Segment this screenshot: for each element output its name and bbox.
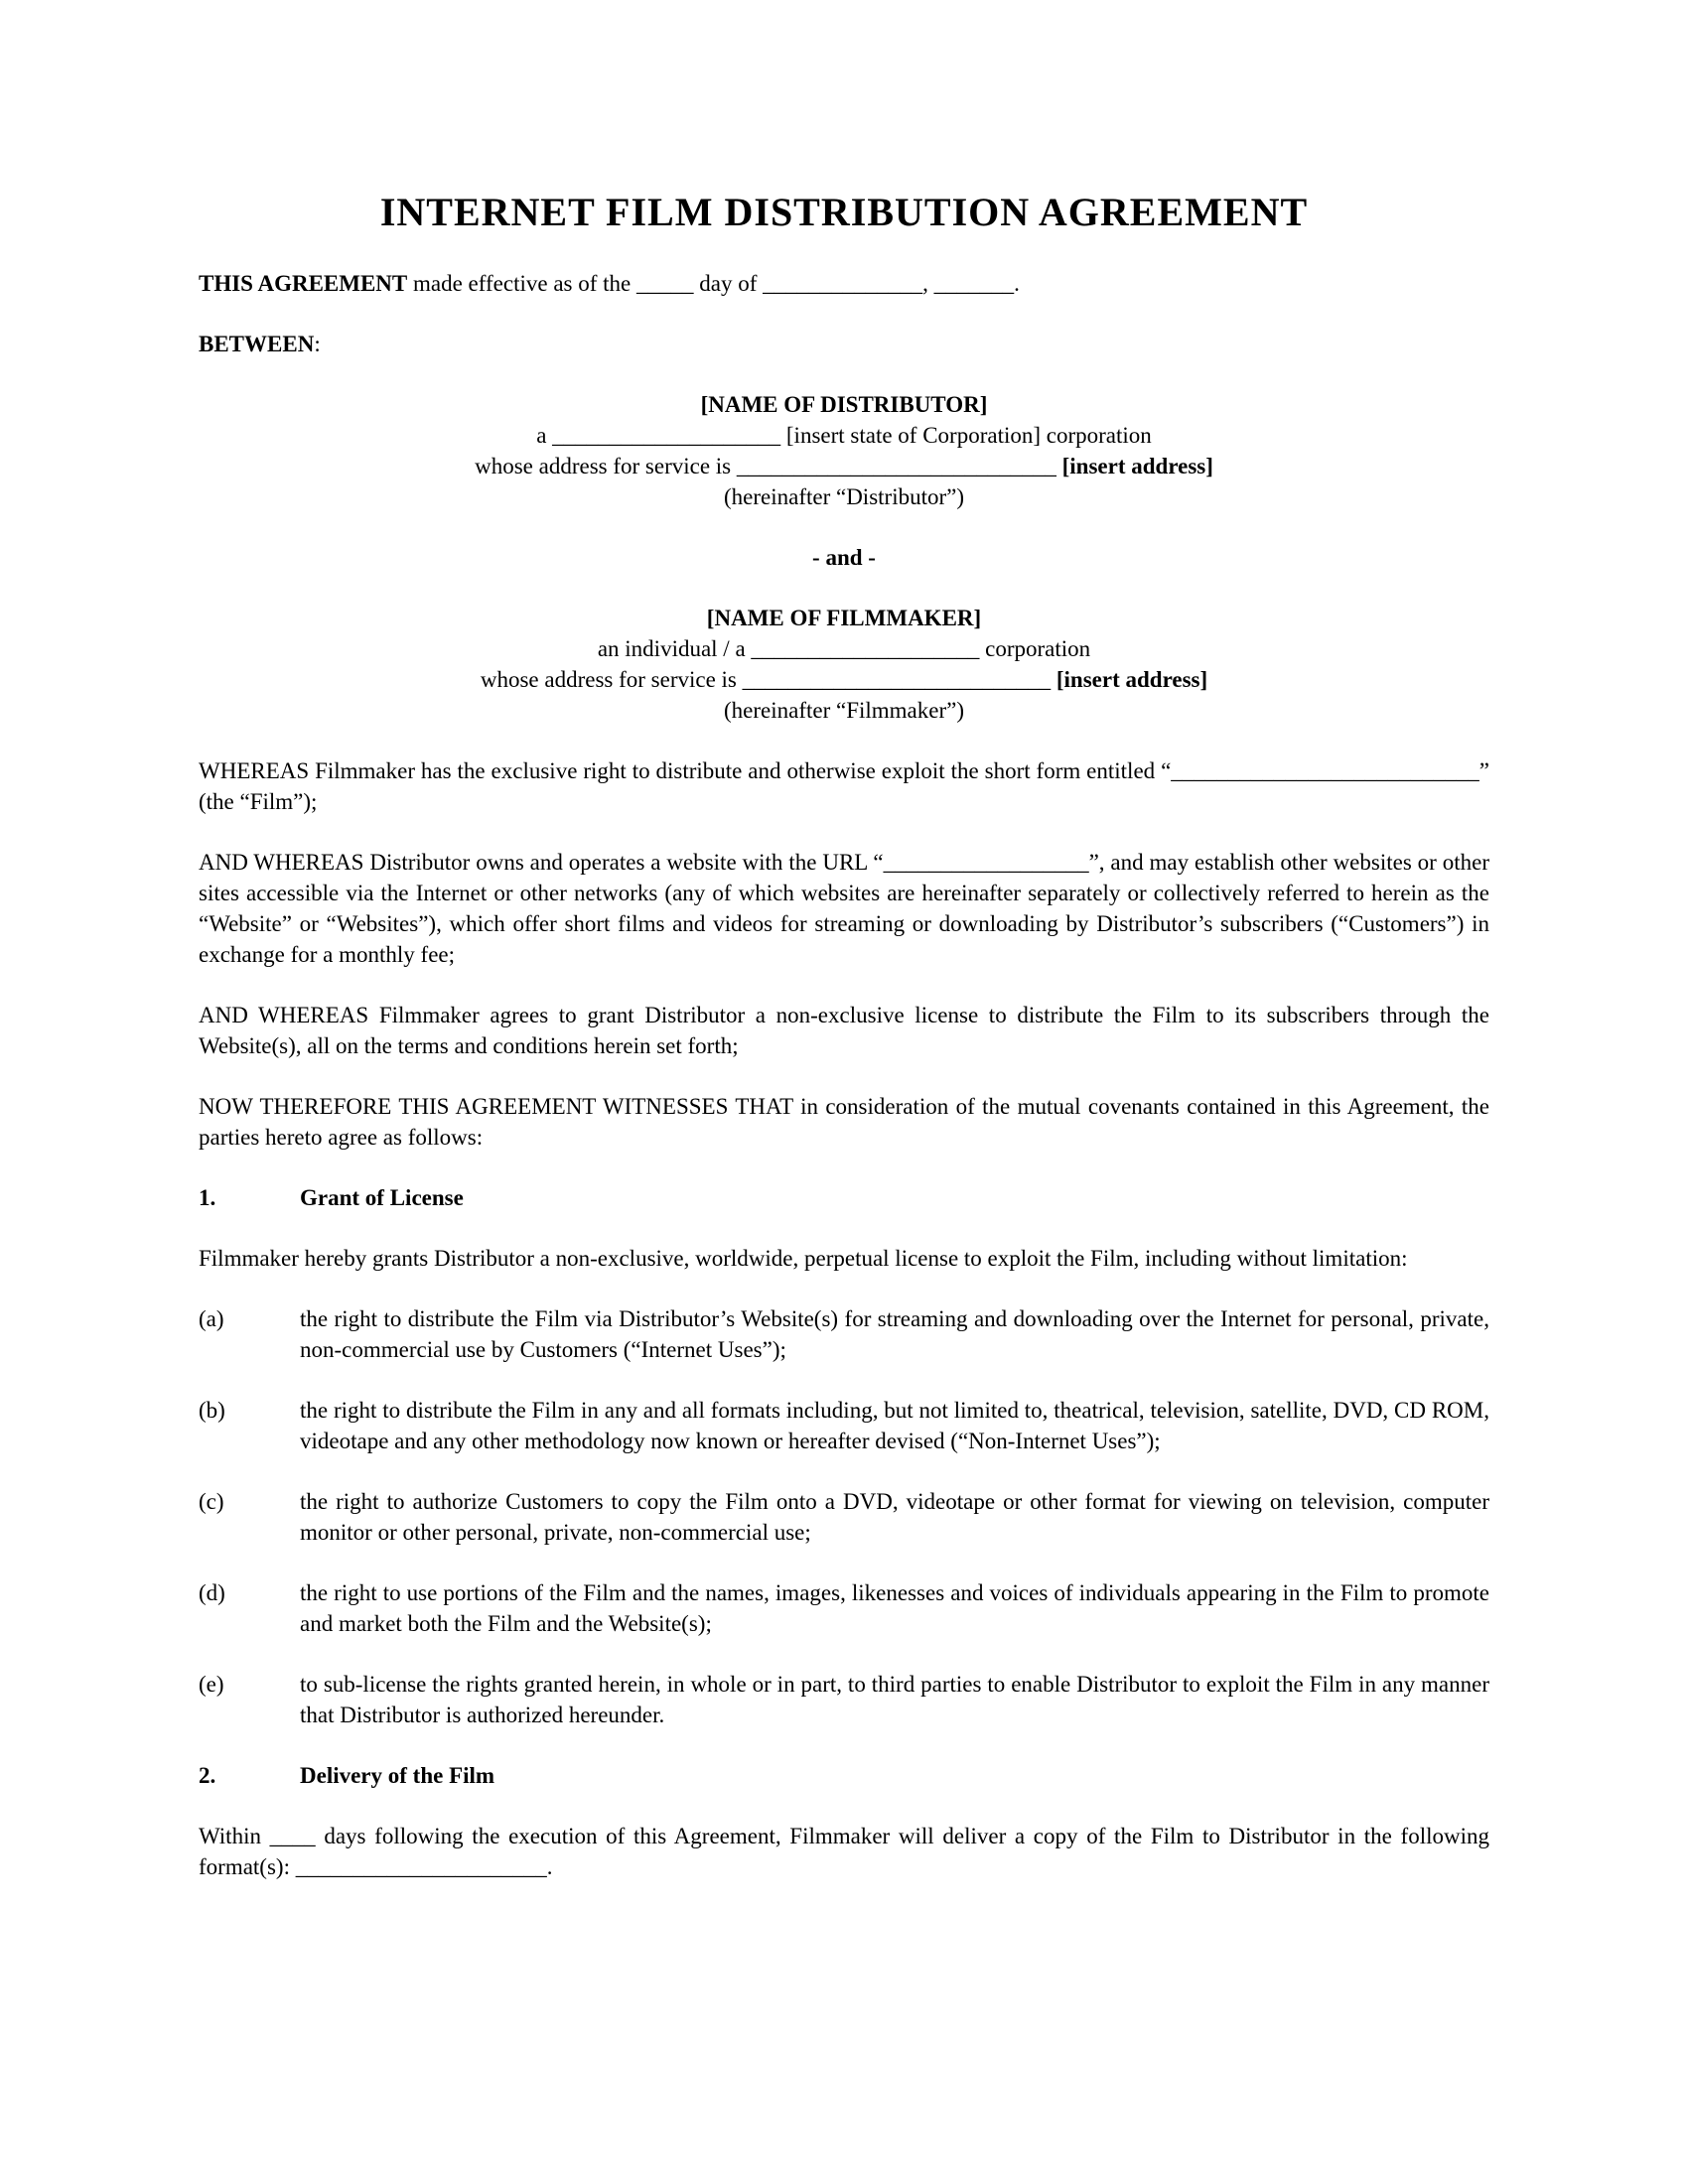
- between-word: BETWEEN: [199, 332, 315, 356]
- clause-b-label: (b): [199, 1398, 225, 1423]
- recital-now-therefore: NOW THEREFORE THIS AGREEMENT WITNESSES THAT in consideration of the mutual covenants contained in this Agreement, the parties hereto agree as follows:: [199, 1094, 1489, 1150]
- distributor-address-text: whose address for service is ____________________________: [475, 454, 1062, 478]
- intro-paragraph: [199, 268, 1489, 299]
- clause-b: [199, 1395, 1489, 1456]
- clause-e: [199, 1669, 1489, 1730]
- filmmaker-address-placeholder: [insert address]: [1055, 667, 1208, 692]
- recital-whereas-license: AND WHEREAS Filmmaker agrees to grant Distributor a non-exclusive license to distribute the Film to its subscribers through the Website(s), all on the terms and conditions herein set forth;: [199, 1003, 1489, 1058]
- section-2-number: 2.: [199, 1763, 216, 1788]
- clause-c-text: the right to authorize Customers to copy the Film onto a DVD, videotape or other format for viewing on television, computer monitor or other personal, private, non-commercial use;: [300, 1489, 1489, 1545]
- clause-d-text: the right to use portions of the Film and the names, images, likenesses and voices of individuals appearing in the Film to promote and market both the Film and the Website(s);: [300, 1580, 1489, 1636]
- filmmaker-name-placeholder: [NAME OF FILMMAKER]: [706, 606, 982, 630]
- filmmaker-address-line: [199, 664, 1489, 695]
- clause-a-label: (a): [199, 1306, 224, 1331]
- section-2-title: Delivery of the Film: [300, 1763, 495, 1788]
- intro-rest-text: made effective as of the _____ day of ______________, _______.: [407, 271, 1020, 296]
- section-1-number: 1.: [199, 1185, 216, 1210]
- filmmaker-address-text: whose address for service is ___________________________: [480, 667, 1056, 692]
- filmmaker-corporation-line: an individual / a ____________________ corporation: [597, 636, 1091, 661]
- clause-e-label: (e): [199, 1672, 224, 1697]
- clause-a-text: the right to distribute the Film via Distributor’s Website(s) for streaming and downloading over the Internet for personal, private, non-commercial use by Customers (“Internet Uses”);: [300, 1306, 1489, 1362]
- intro-lead-text: THIS AGREEMENT: [199, 271, 408, 296]
- clause-c-label: (c): [199, 1489, 224, 1514]
- distributor-name-placeholder: [NAME OF DISTRIBUTOR]: [700, 392, 988, 417]
- distributor-party-block: [199, 389, 1489, 512]
- section-2-intro: Within ____ days following the execution of this Agreement, Filmmaker will deliver a copy of the Film to Distributor in the following format(s): ______________________.: [199, 1824, 1489, 1879]
- between-colon: :: [314, 332, 321, 356]
- clause-c: [199, 1486, 1489, 1548]
- section-1-heading: [199, 1182, 1489, 1213]
- filmmaker-hereinafter-line: (hereinafter “Filmmaker”): [723, 698, 964, 723]
- section-1-intro: Filmmaker hereby grants Distributor a non-exclusive, worldwide, perpetual license to exploit the Film, including without limitation:: [199, 1246, 1408, 1271]
- distributor-corporation-line: a ____________________ [insert state of Corporation] corporation: [536, 423, 1152, 448]
- clause-d-label: (d): [199, 1580, 225, 1605]
- distributor-address-line: [199, 451, 1489, 481]
- recital-whereas-film: WHEREAS Filmmaker has the exclusive right to distribute and otherwise exploit the short form entitled “___________________________” (the “Film”);: [199, 758, 1489, 814]
- document-title: INTERNET FILM DISTRIBUTION AGREEMENT: [379, 190, 1309, 234]
- clause-e-text: to sub-license the rights granted herein, in whole or in part, to third parties to enable Distributor to exploit the Film in any manner that Distributor is authorized hereunder.: [300, 1672, 1489, 1727]
- section-1-title: Grant of License: [300, 1185, 464, 1210]
- between-label: [199, 329, 1489, 359]
- distributor-hereinafter-line: (hereinafter “Distributor”): [723, 484, 965, 509]
- section-2-heading: [199, 1760, 1489, 1791]
- filmmaker-party-block: [199, 603, 1489, 726]
- clause-a: [199, 1303, 1489, 1365]
- clause-b-text: the right to distribute the Film in any and all formats including, but not limited to, theatrical, television, satellite, DVD, CD ROM, videotape and any other methodology now known or hereafter devised (“Non-Internet Uses”);: [300, 1398, 1489, 1453]
- clause-d: [199, 1577, 1489, 1639]
- recital-whereas-website: AND WHEREAS Distributor owns and operates a website with the URL “__________________”, and may establish other websites or other sites accessible via the Internet or other networks (any of which websites are hereinafter separately or collectively referred to herein as the “Website” or “Websites”), which offer short films and videos for streaming or downloading by Distributor’s subscribers (“Customers”) in exchange for a monthly fee;: [199, 850, 1489, 967]
- and-separator: - and -: [812, 545, 876, 570]
- distributor-address-placeholder: [insert address]: [1061, 454, 1213, 478]
